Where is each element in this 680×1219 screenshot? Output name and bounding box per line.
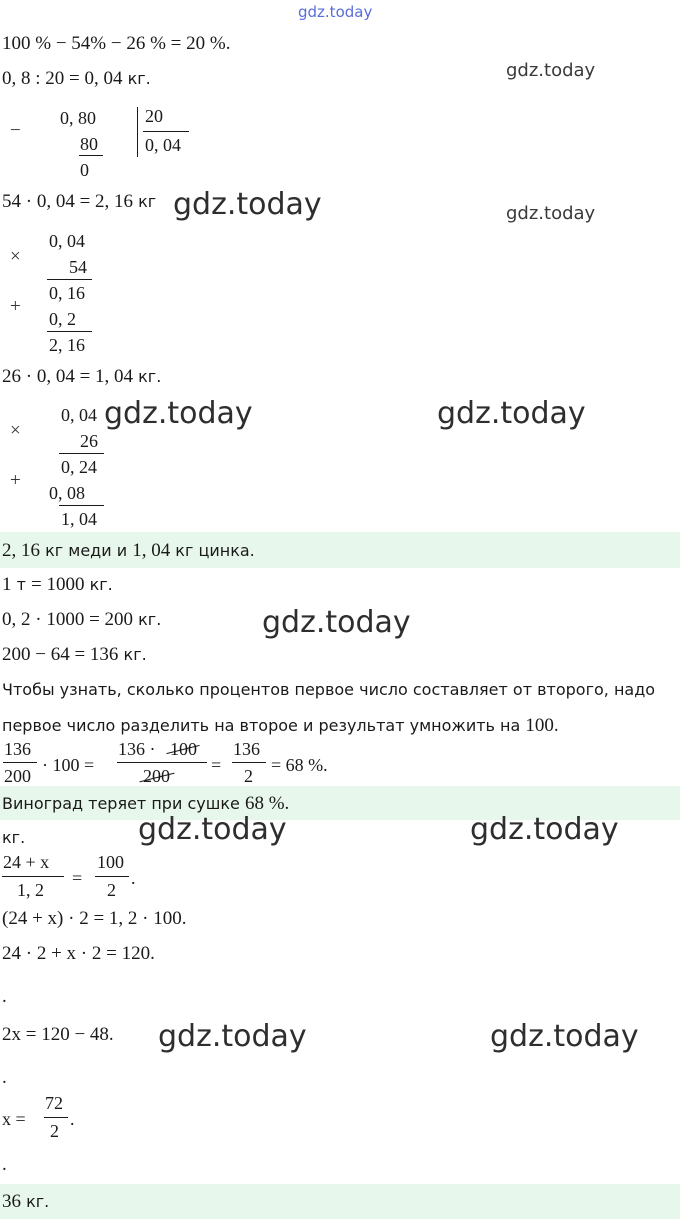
division-expression: 0, 8 : 20 = 0, 04 [2, 68, 123, 89]
mult1-row-4: 0, 2 [49, 309, 76, 329]
mult2-row-2: 26 [80, 431, 98, 451]
fraction-2-bar [117, 762, 207, 763]
zinc-expression: 26 · 0, 04 = 1, 04 [2, 366, 134, 387]
answer-1 [2, 541, 255, 560]
unit-kg-line: кг. [2, 828, 26, 847]
fraction-2-denominator: 200 [143, 766, 170, 786]
watermark: gdz.today [158, 1019, 307, 1054]
subtrahend: 80 [80, 134, 98, 154]
quotient: 0, 04 [145, 135, 181, 155]
ton-conversion [2, 575, 113, 594]
fraction-1-denominator: 200 [4, 766, 31, 786]
answer-copper-text: кг меди и [45, 541, 128, 560]
fraction-1-bar [3, 762, 37, 763]
mult2-row-5: 1, 04 [61, 509, 97, 529]
watermark: gdz.today [104, 396, 253, 431]
answer-copper-value: 2, 16 [2, 540, 40, 561]
fraction-5-tail: . [131, 868, 136, 888]
copper-equation [2, 192, 156, 211]
mult2-row-3: 0, 24 [61, 457, 97, 477]
explanation-number: 100. [525, 715, 559, 736]
answer-zinc-value: 1, 04 [132, 540, 171, 561]
equation-4: 2x = 120 − 48. [2, 1024, 114, 1045]
explanation-line-1: Чтобы узнать, сколько процентов первое число составляет от второго, надо [2, 680, 656, 699]
fraction-4-denominator: 1, 2 [17, 880, 44, 900]
answer-2 [2, 794, 289, 813]
times-sign: × [10, 420, 21, 441]
mult1-line-1 [47, 279, 92, 280]
unit-ton: т [16, 575, 26, 594]
mult2-line-2 [59, 505, 104, 506]
percent-equation: 100 % − 54% − 26 % = 20 %. [2, 33, 231, 54]
equals-sign: = [211, 755, 222, 775]
unit-kg: кг. [138, 610, 162, 629]
equals-sign: = [72, 868, 83, 888]
watermark: gdz.today [262, 605, 411, 640]
times-sign: × [10, 246, 21, 267]
loss-expression: 200 − 64 = 136 [2, 644, 119, 665]
unit-kg: кг. [26, 1192, 50, 1211]
watermark: gdz.today [470, 812, 619, 847]
watermark: gdz.today [490, 1019, 639, 1054]
watermark: gdz.today [437, 396, 586, 431]
minus-sign: − [10, 120, 21, 141]
equation-2: (24 + x) · 2 = 1, 2 · 100. [2, 908, 187, 929]
answer-zinc-text: кг цинка. [175, 541, 255, 560]
raisin-mass-equation [2, 610, 161, 629]
dividend: 0, 80 [60, 108, 96, 128]
mult1-line-2 [47, 331, 92, 332]
answer-value: 36 [2, 1191, 21, 1212]
unit-kg: кг. [123, 645, 147, 664]
answer-3 [2, 1192, 49, 1211]
fraction-4-bar [2, 876, 64, 877]
copper-expression: 54 · 0, 04 = 2, 16 [2, 191, 134, 212]
fraction-5-numerator: 100 [97, 852, 124, 872]
fraction-5-denominator: 2 [107, 880, 116, 900]
fraction-3-bar [232, 762, 266, 763]
watermark: gdz.today [138, 812, 287, 847]
unit-kg: кг. [89, 575, 113, 594]
watermark-top: gdz.today [298, 3, 373, 21]
ton-in-kg: = 1000 [31, 574, 85, 595]
fraction-3-numerator: 136 [233, 739, 260, 759]
plus-sign: + [10, 296, 21, 317]
answer-grape-text: Виноград теряет при сушке [2, 794, 240, 813]
fraction-6-numerator: 72 [45, 1093, 63, 1113]
answer-band-3 [0, 1184, 680, 1219]
loss-equation [2, 645, 147, 664]
divisor-underline [143, 131, 189, 132]
mult1-row-3: 0, 16 [49, 283, 85, 303]
mult1-row-5: 2, 16 [49, 335, 85, 355]
fraction-6-tail: . [70, 1109, 75, 1129]
remainder: 0 [80, 160, 89, 180]
watermark: gdz.today [173, 187, 322, 222]
equation-3: 24 · 2 + x · 2 = 120. [2, 943, 155, 964]
fraction-3-denominator: 2 [244, 766, 253, 786]
fraction-6-bar [44, 1117, 68, 1118]
explanation-text: первое число разделить на второе и результат умножить на [2, 716, 521, 735]
raisin-mass-expression: 0, 2 · 1000 = 200 [2, 609, 134, 630]
watermark: gdz.today [506, 60, 596, 81]
mult2-row-4: 0, 08 [49, 483, 85, 503]
zinc-equation [2, 367, 161, 386]
dot-line-2: . [2, 1067, 7, 1088]
fraction-5-bar [95, 876, 129, 877]
dot-line-3: . [2, 1154, 7, 1175]
fraction-2-numerator-b: 100 [170, 739, 197, 759]
x-equals: x = [2, 1109, 26, 1129]
fraction-3-tail: = 68 %. [271, 755, 328, 775]
unit-kg: кг [138, 192, 157, 211]
unit-kg: кг. [138, 367, 162, 386]
mult1-row-2: 54 [69, 257, 87, 277]
mult2-line-1 [59, 453, 104, 454]
fraction-4-numerator: 24 + x [3, 852, 50, 872]
answer-grape-value: 68 %. [244, 793, 290, 814]
dot-line-1: . [2, 986, 7, 1007]
mult1-row-1: 0, 04 [49, 231, 85, 251]
fraction-1-numerator: 136 [4, 739, 31, 759]
fraction-6-denominator: 2 [50, 1121, 59, 1141]
explanation-line-2 [2, 716, 559, 735]
ton-amount: 1 [2, 574, 12, 595]
fraction-1-multiplier: · 100 = [42, 755, 95, 775]
fraction-2-numerator-a: 136 · [118, 739, 156, 759]
division-equation [2, 69, 151, 88]
unit-kg: кг. [127, 69, 151, 88]
mult2-row-1: 0, 04 [61, 405, 97, 425]
division-bar [137, 107, 138, 157]
plus-sign: + [10, 470, 21, 491]
watermark: gdz.today [506, 203, 596, 224]
divisor: 20 [145, 106, 163, 126]
subtraction-underline [79, 155, 103, 156]
